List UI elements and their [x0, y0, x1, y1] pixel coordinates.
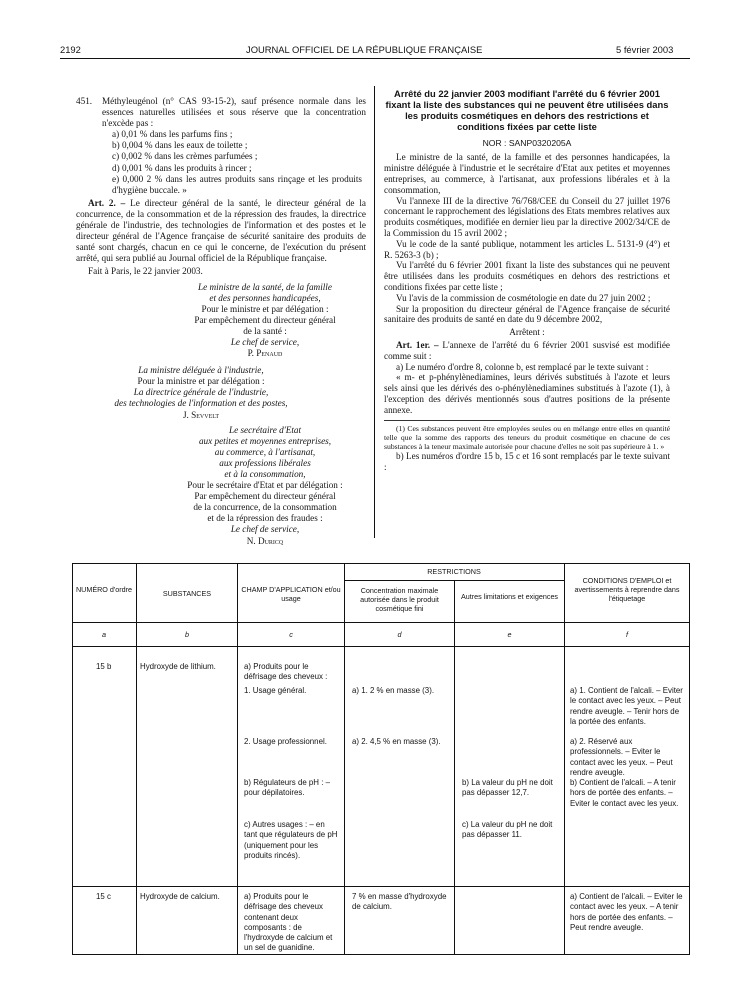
column-divider	[374, 86, 375, 538]
item-c: c) 0,002 % dans les crèmes parfumées ;	[112, 151, 258, 162]
page-number: 2192	[60, 44, 81, 55]
sig1-line-b: et des personnes handicapées,	[209, 292, 321, 303]
row-15c-cond: a) Contient de l'alcali. – Eviter le contact avec les yeux. – A tenir hors de portée des enfants. – Peut rendre aveugle.	[570, 892, 683, 932]
header-concentration: Concentration maximale autorisée dans le produit cosmétique fini	[360, 586, 439, 613]
row-15b-conc-1: a) 1. 2 % en masse (3).	[352, 686, 435, 695]
sig3-signatory: N. Duricq	[246, 535, 284, 546]
col-letter-a: a	[102, 630, 106, 639]
left-column	[76, 96, 366, 547]
row-15c-number: 15 c	[96, 892, 111, 901]
footnote-rule	[384, 420, 670, 421]
header-conditions: CONDITIONS D'EMPLOI et avertissements à reprendre dans l'étiquetage	[574, 576, 680, 603]
sig3-line-j: Le chef de service,	[230, 524, 300, 535]
header-numero: NUMÉRO d'ordre	[75, 585, 133, 594]
preamble-directive: Vu l'annexe III de la directive 76/768/CEE du Conseil du 27 juillet 1976 concernant le rapprochement des législations des Etats membres relatives aux produits cosmétiques, modifiée en dernier lieu par la directive 2002/34/CE de la Commission du 15 avril 2002 ;	[384, 195, 670, 238]
issue-date: 5 février 2003	[616, 44, 674, 55]
preamble-proposition: Sur la proposition du directeur général de l'Agence française de sécurité sanitaire des produits de santé en date du 9 décembre 2002,	[384, 303, 670, 325]
art2-text: Le directeur général de la santé, le directeur général de la concurrence, de la consommation et de la répression des fraudes, la directrice générale de l'industrie, des technologies de l'information et des postes et le directeur général de l'Agence française de sécurité sanitaire des produits de santé sont chargés, chacun en ce qui le concerne, de l'exécution du présent arrêté, qui sera publié au Journal officiel de la République française.	[76, 197, 366, 264]
sig1-line-f: Le chef de service,	[230, 336, 300, 347]
item-b: b) 0,004 % dans les eaux de toilette ;	[112, 140, 248, 151]
row-15c-champ: a) Produits pour le défrisage des cheveux contenant deux composants : de l'hydroxyde de calcium et un sel de guanidine.	[244, 892, 333, 953]
art1-text: L'annexe de l'arrêté du 6 février 2001 susvisé est modifiée comme suit :	[384, 339, 671, 361]
row-15b-autres-b: b) La valeur du pH ne doit pas dépasser 12,7.	[462, 778, 553, 798]
sig3-line-a: Le secrétaire d'Etat	[228, 424, 302, 435]
amendment-a-quote: « m- et p-phénylènediamines, leurs dérivés substitués à l'azote et leurs sels ainsi que les dérivés des o-phénylènediamines substitués à l'azote (1), à l'exception des dérivés mentionnés sous d'autres positions de la présente annexe.	[384, 372, 670, 415]
row-15b-champ-b: b) Régulateurs de pH : – pour dépilatoires.	[244, 778, 330, 798]
table-hline	[344, 580, 564, 581]
journal-title: JOURNAL OFFICIEL DE LA RÉPUBLIQUE FRANÇAISE	[246, 44, 483, 55]
table-hline	[72, 622, 690, 623]
sig1-line-d: Par empêchement du directeur général	[194, 314, 336, 325]
row-15b-champ-a: a) Produits pour le défrisage des cheveux :	[244, 662, 328, 682]
item-451-number: 451.	[76, 96, 93, 106]
sig3-line-b: aux petites et moyennes entreprises,	[198, 435, 332, 446]
preamble-arrete: Vu l'arrêté du 6 février 2001 fixant la liste des substances qui ne peuvent être utilisées dans les produits cosmétiques en dehors des restrictions et conditions fixées par cette liste ;	[384, 260, 670, 292]
header-autres: Autres limitations et exigences	[460, 592, 559, 601]
row-15b-champ-c: c) Autres usages : – en tant que régulateurs de pH (uniquement pour les produits rincés).	[244, 820, 338, 860]
col-letter-b: b	[185, 630, 189, 639]
row-15b-cond-b: b) Contient de l'alcali. – A tenir hors de portée des enfants. – Eviter le contact avec les yeux.	[570, 778, 679, 808]
sig2-line-a: La ministre déléguée à l'industrie,	[138, 365, 264, 376]
sig1-line-a: Le ministre de la santé, de la famille	[198, 281, 332, 292]
sig1-line-c: Pour le ministre et par délégation :	[201, 303, 329, 314]
sig3-line-c: au commerce, à l'artisanat,	[214, 446, 316, 457]
preamble-code: Vu le code de la santé publique, notamment les articles L. 5131-9 (4°) et R. 5263-3 (b) ;	[384, 238, 670, 260]
nor-reference: NOR : SANP0320205A	[482, 137, 572, 148]
row-15b-substance: Hydroxyde de lithium.	[140, 662, 216, 671]
sig2-line-c: La directrice générale de l'industrie,	[133, 387, 269, 398]
sig3-line-g: Par empêchement du directeur général	[194, 491, 336, 502]
art1-label: Art. 1er. –	[396, 339, 439, 350]
sig3-line-e: et à la consommation,	[224, 469, 306, 479]
header-restrictions: RESTRICTIONS	[427, 567, 481, 576]
header-champ: CHAMP D'APPLICATION et/ou usage	[241, 585, 341, 603]
sig1-line-e: de la santé :	[243, 325, 287, 336]
arretent-heading: Arrêtent :	[509, 327, 545, 338]
header-substances: SUBSTANCES	[162, 589, 212, 598]
sig2-line-b: Pour la ministre et par délégation :	[137, 376, 265, 387]
col-letter-e: e	[507, 630, 512, 639]
item-a: a) 0,01 % dans les parfums fins ;	[112, 129, 233, 140]
sig3-line-f: Pour le secrétaire d'Etat et par délégation :	[187, 480, 343, 491]
table-hline	[72, 646, 690, 647]
header-rule	[60, 58, 690, 59]
col-letter-d: d	[397, 630, 402, 639]
amendment-b: b) Les numéros d'ordre 15 b, 15 c et 16 sont remplacés par le texte suivant :	[384, 451, 670, 472]
row-15b-number: 15 b	[96, 662, 112, 671]
row-15b-cond-1: a) 1. Contient de l'alcali. – Eviter le contact avec les yeux. – Peut rendre aveugle. – Tenir hors de la portée des enfants.	[570, 686, 683, 726]
right-column	[384, 89, 670, 473]
art1-paragraph	[384, 340, 670, 362]
table-hline	[72, 886, 690, 887]
row-15c-conc: 7 % en masse d'hydroxyde de calcium.	[352, 892, 447, 912]
art2-paragraph	[76, 198, 366, 265]
row-15b-champ-2: 2. Usage professionnel.	[244, 737, 327, 746]
signature-block-health	[76, 282, 366, 360]
signature-block-industry	[76, 365, 366, 420]
sig3-line-h: de la concurrence, de la consommation	[193, 502, 337, 513]
row-15b-champ-1: 1. Usage général.	[244, 686, 307, 695]
signature-block-commerce	[76, 425, 366, 547]
row-15b-conc-2: a) 2. 4,5 % en masse (3).	[352, 737, 441, 746]
item-451-text: Méthyleugénol (n° CAS 93-15-2), sauf présence normale dans les essences naturelles utilisées et sous réserve que la concentration n'excède pas :	[102, 96, 366, 129]
preamble-avis: Vu l'avis de la commission de cosmétologie en date du 27 juin 2002 ;	[396, 292, 651, 303]
item-e: e) 0,000 2 % dans les autres produits sans rinçage et les produits d'hygiène buccale. »	[112, 173, 362, 195]
row-15b-cond-2: a) 2. Réservé aux professionnels. – Eviter le contact avec les yeux. – Peut rendre aveugle.	[570, 737, 673, 777]
col-letter-f: f	[626, 630, 628, 639]
row-15b-autres-c: c) La valeur du pH ne doit pas dépasser 11.	[462, 820, 553, 840]
signing-place-date: Fait à Paris, le 22 janvier 2003.	[88, 266, 203, 277]
item-d: d) 0,001 % dans les produits à rincer ;	[112, 162, 252, 173]
preamble-ministers: Le ministre de la santé, de la famille et des personnes handicapées, la ministre déléguée à l'industrie et le secrétaire d'Etat aux petites et moyennes entreprises, au commerce, à l'artisanat, aux professions libérales et à la consommation,	[384, 152, 670, 195]
art2-label: Art. 2. –	[88, 197, 126, 208]
table-vline	[454, 580, 455, 955]
sig2-line-d: des technologies de l'information et des postes,	[114, 398, 288, 409]
sig2-signatory: J. Sevvelt	[182, 409, 220, 420]
sig3-line-i: et de la répression des fraudes :	[207, 513, 323, 524]
sig1-signatory: P. Penaud	[247, 348, 283, 359]
row-15c-substance: Hydroxyde de calcium.	[140, 892, 220, 901]
footnote: (1) Ces substances peuvent être employées seules ou en mélange entre elles en quantité telle que la somme des rapports des teneurs du produit cosmétique en chacune de ces substances à la teneur maximale autorisée pour chacune d'elles ne soit pas supérieure à 1. »	[384, 423, 670, 451]
col-letter-c: c	[289, 630, 293, 639]
item-451	[76, 96, 366, 196]
decree-title: Arrêté du 22 janvier 2003 modifiant l'arrêté du 6 février 2001 fixant la liste des substances qui ne peuvent être utilisées dans les produits cosmétiques en dehors des restrictions et conditions fixées par cette liste	[385, 88, 669, 132]
sig3-line-d: aux professions libérales	[219, 457, 311, 468]
amendment-a: a) Le numéro d'ordre 8, colonne b, est remplacé par le texte suivant :	[396, 361, 649, 372]
